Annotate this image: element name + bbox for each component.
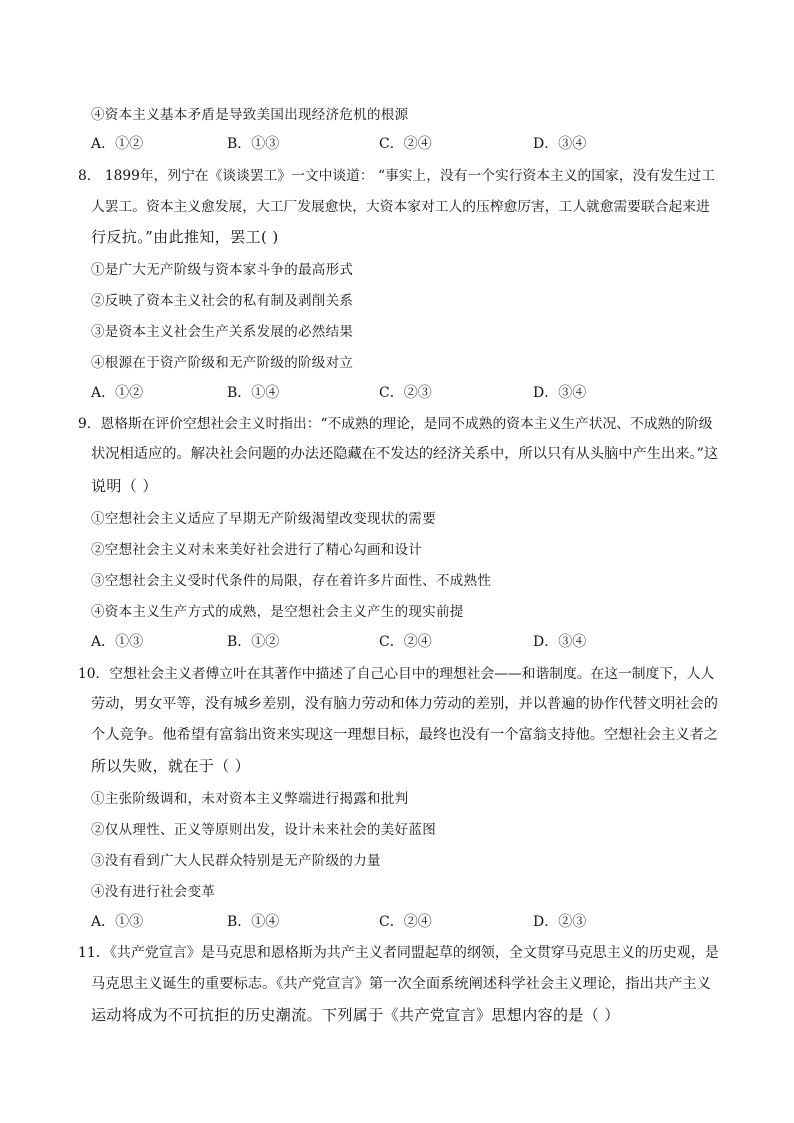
q8-stem-line-3: 行反抗。”由此推知，罢工( ) — [91, 228, 279, 246]
q8-statement-3: ③是资本主义社会生产关系发展的必然结果 — [91, 324, 354, 340]
q7-option-a[interactable]: A．①② — [91, 136, 144, 152]
q8-stem-line-2: 人罢工。资本主义愈发展，大工厂发展愈快，大资本家对工人的压榨愈厉害，工人就愈需要联合起来进 — [91, 199, 710, 215]
q8-option-c[interactable]: C．②③ — [379, 385, 432, 401]
q10-stem-line-1: 10．空想社会主义者傅立叶在其著作中描述了自己心目中的理想社会——和谐制度。在这一制度下，人人 — [78, 666, 715, 682]
q9-statement-2: ②空想社会主义对未来美好社会进行了精心勾画和设计 — [91, 542, 423, 558]
q9-option-d[interactable]: D．③④ — [533, 634, 587, 650]
q10-statement-4: ④没有进行社会变革 — [91, 884, 216, 900]
q9-option-a[interactable]: A．①③ — [91, 634, 144, 650]
q8-option-d[interactable]: D．③④ — [533, 385, 587, 401]
q7-option-c[interactable]: C．②④ — [379, 136, 432, 152]
q9-stem-line-2: 状况相适应的。解决社会问题的办法还隐藏在不发达的经济关系中，所以只有从头脑中产生出来。”这 — [91, 446, 719, 462]
q10-stem-line-4: 所以失败，就在于（ ） — [91, 757, 251, 775]
q9-option-c[interactable]: C．②④ — [379, 634, 432, 650]
q8-statement-2: ②反映了资本主义社会的私有制及剥削关系 — [91, 293, 354, 309]
q11-stem-line-3: 运动将成为不可抗拒的历史潮流。下列属于《共产党宣言》思想内容的是（ ） — [91, 1006, 620, 1024]
q9-statement-4: ④资本主义生产方式的成熟，是空想社会主义产生的现实前提 — [91, 604, 464, 620]
q10-option-d[interactable]: D．②③ — [533, 914, 587, 930]
q10-statement-3: ③没有看到广大人民群众特别是无产阶级的力量 — [91, 853, 381, 869]
q10-statement-2: ②仅从理性、正义等原则出发，设计未来社会的美好蓝图 — [91, 822, 436, 838]
q10-option-c[interactable]: C．②④ — [379, 914, 432, 930]
q9-stem-line-1: 9．恩格斯在评价空想社会主义时指出：“不成熟的理论，是同不成熟的资本主义生产状况、不成熟的阶级 — [78, 416, 713, 432]
q9-statement-3: ③空想社会主义受时代条件的局限，存在着许多片面性、不成熟性 — [91, 573, 492, 589]
q10-stem-line-2: 劳动，男女平等，没有城乡差别，没有脑力劳动和体力劳动的差别，并以普遍的协作代替文明社会的 — [91, 696, 719, 712]
q8-option-b[interactable]: B．①④ — [227, 385, 280, 401]
q11-stem-line-2: 马克思主义诞生的重要标志。《共产党宣言》第一次全面系统阐述科学社会主义理论，指出共产主义 — [91, 976, 711, 992]
q9-stem-line-3: 说明（ ） — [91, 477, 158, 495]
q10-stem-line-3: 个人竞争。他希望有富翁出资来实现这一理想目标，最终也没有一个富翁支持他。空想社会主义者之 — [91, 727, 719, 743]
q8-statement-1: ①是广大无产阶级与资本家斗争的最高形式 — [91, 262, 354, 278]
q7-statement-4: ④资本主义基本矛盾是导致美国出现经济危机的根源 — [91, 107, 409, 123]
q8-statement-4: ④根源在于资产阶级和无产阶级的阶级对立 — [91, 355, 354, 371]
q8-option-a[interactable]: A．①② — [91, 385, 144, 401]
q9-option-b[interactable]: B．①② — [227, 634, 280, 650]
q10-option-a[interactable]: A．①③ — [91, 914, 144, 930]
q7-option-b[interactable]: B．①③ — [227, 136, 280, 152]
q11-stem-line-1: 11．《共产党宣言》是马克思和恩格斯为共产主义者同盟起草的纲领，全文贯穿马克思主义的历史观，是 — [78, 945, 719, 961]
q10-option-b[interactable]: B．①④ — [227, 914, 280, 930]
q7-option-d[interactable]: D．③④ — [533, 136, 587, 152]
q10-statement-1: ①主张阶级调和，未对资本主义弊端进行揭露和批判 — [91, 791, 409, 807]
q8-stem-line-1: 8． 1899年，列宁在《谈谈罢工》一文中谈道： “事实上，没有一个实行资本主义的国家，没有发生过工 — [78, 168, 716, 184]
q9-statement-1: ①空想社会主义适应了早期无产阶级渴望改变现状的需要 — [91, 511, 436, 527]
